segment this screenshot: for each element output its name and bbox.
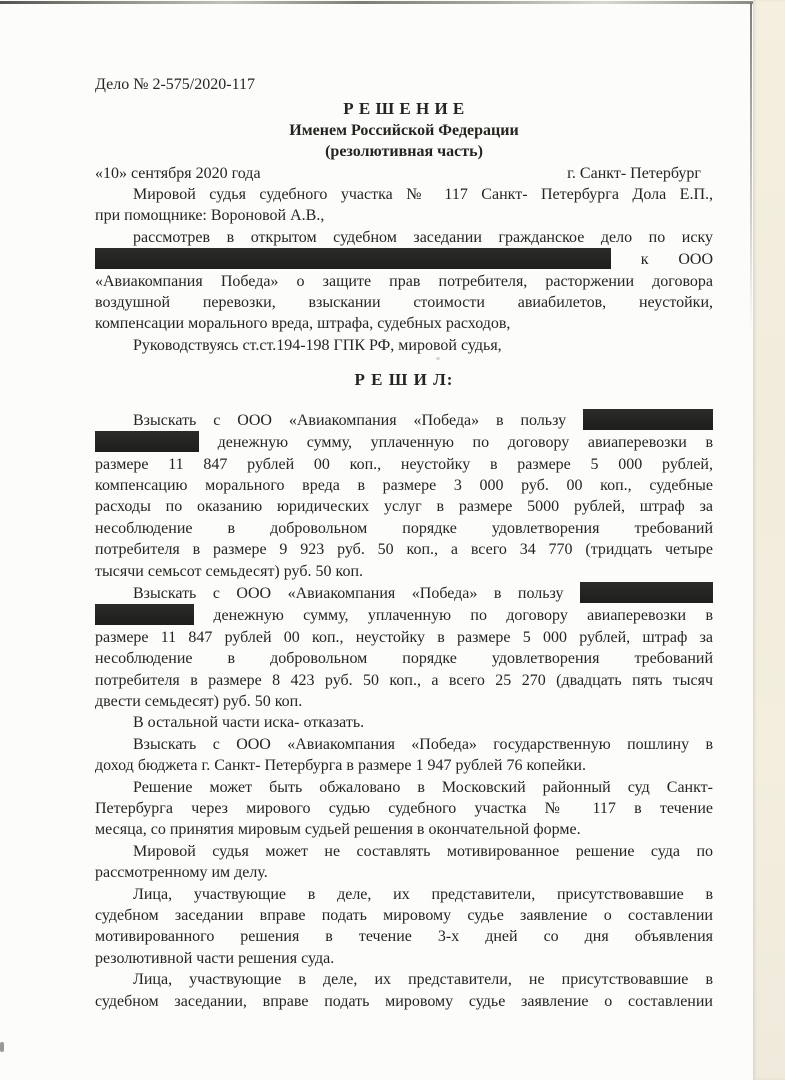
doc-line-redacted: [95, 604, 713, 626]
doc-line: несоблюдение в добровольном порядке удовлетворения требований: [95, 519, 713, 537]
case-number: Дело № 2-575/2020-117: [95, 76, 255, 93]
doc-text: Взыскать с ООО «Авиакомпания «Победа» в пользу: [133, 584, 564, 602]
doc-line: Руководствуясь ст.ст.194-198 ГПК РФ, мировой судья,: [133, 336, 502, 354]
resolution-heading: Р Е Ш И Л:: [354, 370, 454, 390]
scan-top-edge-line: [0, 1, 753, 4]
doc-line: «Авиакомпания Победа» о защите прав потребителя, расторжении договора: [95, 272, 713, 290]
doc-line-redacted: [95, 248, 713, 270]
doc-line: воздушной перевозки, взыскании стоимости авиабилетов, неустойки,: [95, 294, 713, 312]
doc-line: рассмотрев в открытом судебном заседании гражданское дело по иску: [133, 228, 713, 246]
doc-line: потребителя в размере 8 423 руб. 50 коп., а всего 25 270 (двадцать пять тысяч: [95, 671, 713, 689]
doc-line: судебном заседании, вправе подать мировому судье заявление о составлении: [95, 992, 713, 1010]
doc-text: Взыскать с ООО «Авиакомпания «Победа» в пользу: [133, 411, 567, 429]
doc-line: Решение может быть обжаловано в Московский районный суд Санкт-: [133, 778, 713, 796]
document-body: [95, 74, 713, 1012]
scan-speck: [0, 1042, 4, 1052]
doc-line: Взыскать с ООО «Авиакомпания «Победа» государственную пошлину в: [133, 735, 713, 753]
doc-line: Петербурга через мирового судью судебного участка № 117 в течение: [95, 800, 713, 817]
doc-line-redacted: [95, 409, 713, 431]
doc-line: размере 11 847 рублей 00 коп., неустойку в размере 5 000 рублей, штраф за: [95, 628, 713, 646]
document-subtitle-2: (резолютивная часть): [325, 143, 483, 161]
doc-text: денежную сумму, уплаченную по договору авиаперевозки в: [213, 607, 714, 625]
doc-line-redacted: [95, 431, 713, 453]
doc-text: к ООО: [640, 251, 713, 269]
redaction-bar: [580, 582, 713, 603]
doc-line: двести семьдесят) руб. 50 коп.: [95, 692, 303, 710]
doc-line: расходы по оказанию юридических услуг в размере 5000 рублей, штраф за: [95, 498, 713, 516]
doc-line: Лица, участвующие в деле, их представители, присутствовавшие в: [133, 885, 713, 903]
doc-line: компенсацию морального вреда в размере 3 000 руб. 00 коп., судебные: [95, 476, 713, 494]
doc-line: В остальной части иска- отказать.: [133, 714, 365, 732]
doc-text: денежную сумму, уплаченную по договору авиаперевозки в: [217, 434, 714, 452]
page-edge-shadow: [750, 3, 752, 333]
doc-line: Лица, участвующие в деле, их представители, не присутствовавшие в: [133, 971, 713, 989]
doc-line: мотивированного решения в течение 3-х дней со дня объявления: [95, 928, 713, 946]
decision-city: г. Санкт- Петербург: [567, 164, 701, 182]
doc-line-redacted: [95, 582, 713, 604]
doc-line: потребителя в размере 9 923 руб. 50 коп., а всего 34 770 (тридцать четыре: [95, 541, 713, 559]
document-title: Р Е Ш Е Н И Е: [343, 99, 465, 119]
decision-date: «10» сентября 2020 года: [95, 164, 261, 182]
doc-line: при помощнике: Вороновой А.В.,: [95, 207, 325, 225]
doc-line: месяца, со принятия мировым судьей решения в окончательной форме.: [95, 821, 581, 839]
doc-line: рассмотренному им делу.: [95, 864, 268, 882]
redaction-bar: [95, 604, 194, 625]
redaction-bar: [95, 248, 611, 269]
doc-line: Мировой судья судебного участка № 117 Санкт- Петербурга Дола Е.П.,: [133, 186, 713, 204]
redaction-bar: [583, 409, 713, 430]
doc-line: несоблюдение в добровольном порядке удовлетворения требований: [95, 650, 713, 668]
doc-line: Мировой судья может не составлять мотивированное решение суда по: [133, 842, 713, 860]
doc-line: тысячи семьсот семьдесят) руб. 50 коп.: [95, 562, 363, 580]
doc-line: размере 11 847 рублей 00 коп., неустойку в размере 5 000 рублей,: [95, 455, 713, 473]
redaction-bar: [95, 431, 199, 452]
doc-line: компенсации морального вреда, штрафа, судебных расходов,: [95, 315, 511, 333]
doc-line: доход бюджета г. Санкт- Петербурга в размере 1 947 рублей 76 копейки.: [95, 757, 586, 775]
document-subtitle: Именем Российской Федерации: [289, 121, 519, 139]
scan-right-edge-strip: [753, 0, 785, 1080]
date-city-row: [95, 163, 713, 184]
doc-line: резолютивной части решения суда.: [95, 949, 335, 967]
doc-line: судебном заседании вправе подать мировому судье заявление о составлении: [95, 907, 713, 925]
